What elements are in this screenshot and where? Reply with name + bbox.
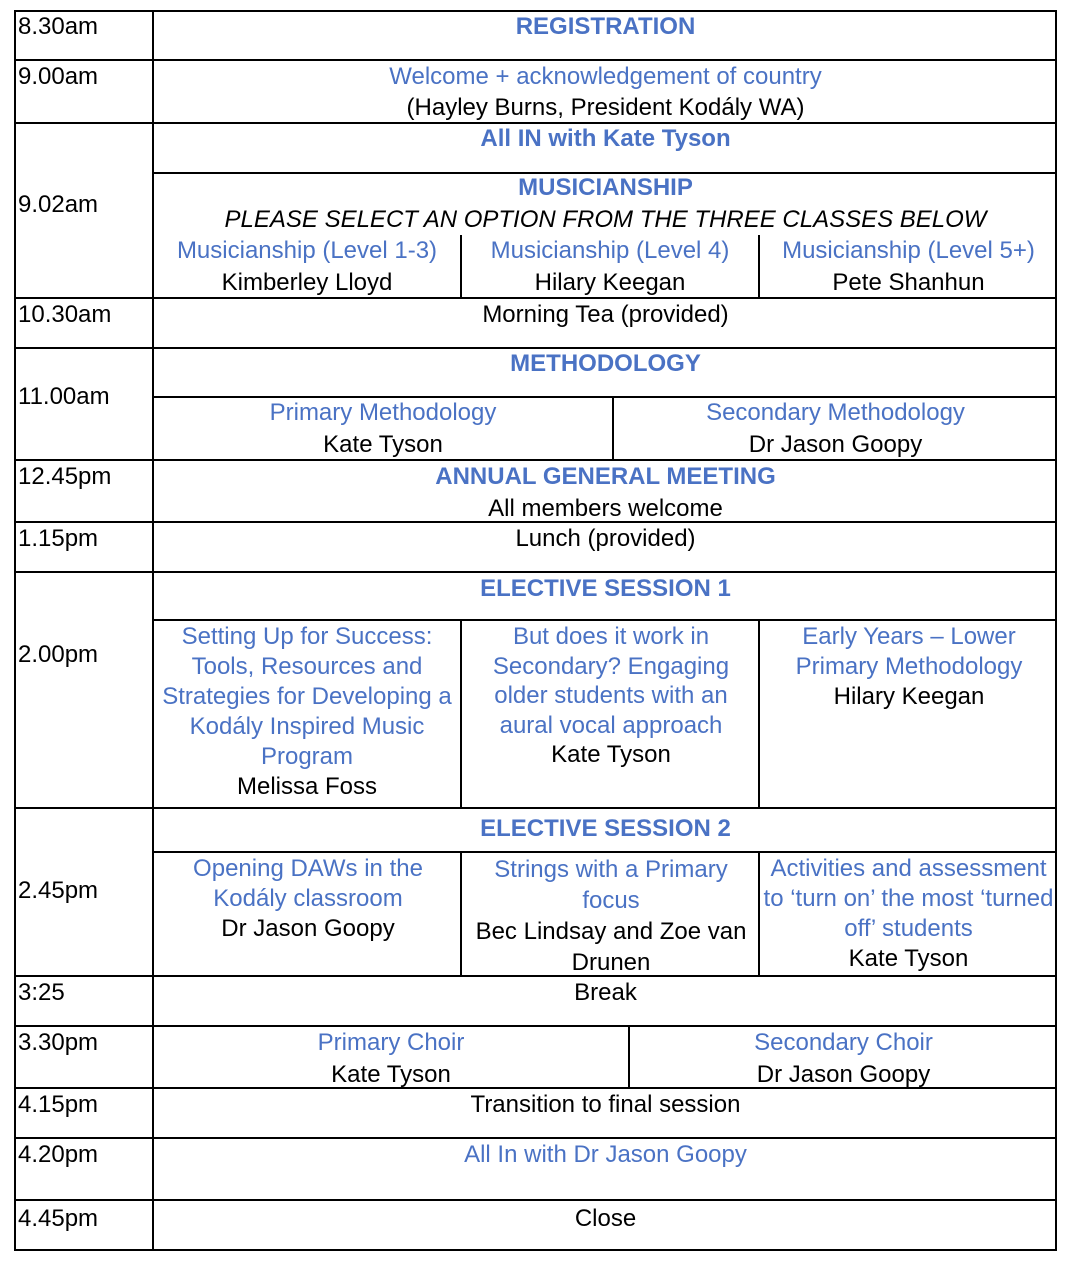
time-elective1: 2.00pm	[18, 641, 99, 668]
row-divider	[14, 571, 1057, 573]
elective1-option	[476, 622, 746, 770]
row-divider	[14, 1025, 1057, 1027]
elective2-option-title: Opening DAWs in the Kodály classroom	[193, 855, 423, 912]
time-allin-final: 4.20pm	[18, 1141, 99, 1168]
elective1-option-title: But does it work in Secondary? Engaging older students with an aural vocal approach	[492, 623, 730, 739]
elective2-option-title: Strings with a Primary focus	[494, 856, 728, 914]
agm-title: ANNUAL GENERAL MEETING	[435, 463, 776, 490]
welcome-presenter: (Hayley Burns, President Kodály WA)	[406, 94, 805, 121]
allin-final-title: All In with Dr Jason Goopy	[464, 1141, 747, 1168]
methodology-title: METHODOLOGY	[510, 350, 701, 377]
elective1-option-presenter: Kate Tyson	[551, 741, 671, 768]
elective1-option	[160, 622, 454, 802]
musicianship-option-title: Musicianship (Level 1-3)	[176, 237, 438, 264]
time-elective2: 2.45pm	[18, 877, 99, 904]
time-choir: 3.30pm	[18, 1029, 99, 1056]
column-divider	[460, 619, 462, 807]
morning-tea-title: Morning Tea (provided)	[482, 301, 729, 328]
row-divider	[14, 59, 1057, 61]
musicianship-option-presenter: Kimberley Lloyd	[221, 269, 393, 296]
cell-divider	[152, 851, 1057, 853]
musicianship-option-presenter: Pete Shanhun	[832, 269, 985, 296]
row-divider	[14, 1199, 1057, 1201]
elective1-option-title: Early Years – Lower Primary Methodology	[795, 623, 1023, 680]
elective1-option-presenter: Hilary Keegan	[833, 683, 985, 710]
methodology-option-title: Secondary Methodology	[706, 399, 965, 426]
elective1-option-presenter: Melissa Foss	[236, 773, 378, 800]
methodology-option-presenter: Kate Tyson	[323, 431, 443, 458]
break-title: Break	[574, 979, 637, 1006]
time-welcome: 9.00am	[18, 63, 99, 90]
choir-option-presenter: Kate Tyson	[331, 1061, 451, 1088]
musicianship-option-presenter: Hilary Keegan	[534, 269, 686, 296]
elective2-option	[464, 854, 758, 978]
time-methodology: 11.00am	[18, 383, 110, 410]
allin-kate-title: All IN with Kate Tyson	[480, 125, 731, 152]
choir-option-title: Secondary Choir	[754, 1029, 933, 1056]
registration-title: REGISTRATION	[515, 13, 696, 40]
elective2-title: ELECTIVE SESSION 2	[480, 815, 731, 842]
musicianship-note: PLEASE SELECT AN OPTION FROM THE THREE CLASSES BELOW	[224, 206, 987, 233]
close-title: Close	[574, 1205, 637, 1232]
column-divider	[758, 619, 760, 807]
agm-note: All members welcome	[488, 495, 723, 522]
lunch-title: Lunch (provided)	[515, 525, 696, 552]
elective2-option-presenter: Kate Tyson	[848, 945, 969, 972]
methodology-option-title: Primary Methodology	[269, 399, 497, 426]
column-divider	[460, 851, 462, 975]
row-divider	[14, 1137, 1057, 1139]
elective2-option	[760, 854, 1057, 974]
elective2-option-title: Activities and assessment to ‘turn on’ the most ‘turned off’ students	[763, 855, 1054, 942]
transition-title: Transition to final session	[470, 1091, 741, 1118]
time-transition: 4.15pm	[18, 1091, 99, 1118]
elective1-title: ELECTIVE SESSION 1	[480, 575, 731, 602]
time-registration: 8.30am	[18, 13, 99, 40]
elective2-option-presenter: Dr Jason Goopy	[221, 915, 395, 942]
time-agm: 12.45pm	[18, 463, 112, 490]
choir-option-presenter: Dr Jason Goopy	[756, 1061, 931, 1088]
musicianship-option-title: Musicianship (Level 4)	[490, 237, 730, 264]
time-break: 3:25	[18, 979, 65, 1006]
time-musicianship: 9.02am	[18, 191, 99, 218]
musicianship-option-title: Musicianship (Level 5+)	[782, 237, 1035, 264]
time-lunch: 1.15pm	[18, 525, 99, 552]
choir-option-title: Primary Choir	[317, 1029, 465, 1056]
row-divider	[14, 807, 1057, 809]
time-close: 4.45pm	[18, 1205, 99, 1232]
elective1-option	[776, 622, 1042, 712]
elective1-option-title: Setting Up for Success: Tools, Resources and Strategies for Developing a Kodály Inspired Music Program	[162, 623, 452, 770]
welcome-title: Welcome + acknowledgement of country	[389, 63, 822, 90]
elective2-option-presenter: Bec Lindsay and Zoe van Drunen	[475, 918, 747, 976]
musicianship-title: MUSICIANSHIP	[518, 174, 693, 201]
methodology-option-presenter: Dr Jason Goopy	[748, 431, 923, 458]
time-morning-tea: 10.30am	[18, 301, 112, 328]
elective2-option	[170, 854, 446, 944]
cell-divider	[152, 619, 1057, 621]
